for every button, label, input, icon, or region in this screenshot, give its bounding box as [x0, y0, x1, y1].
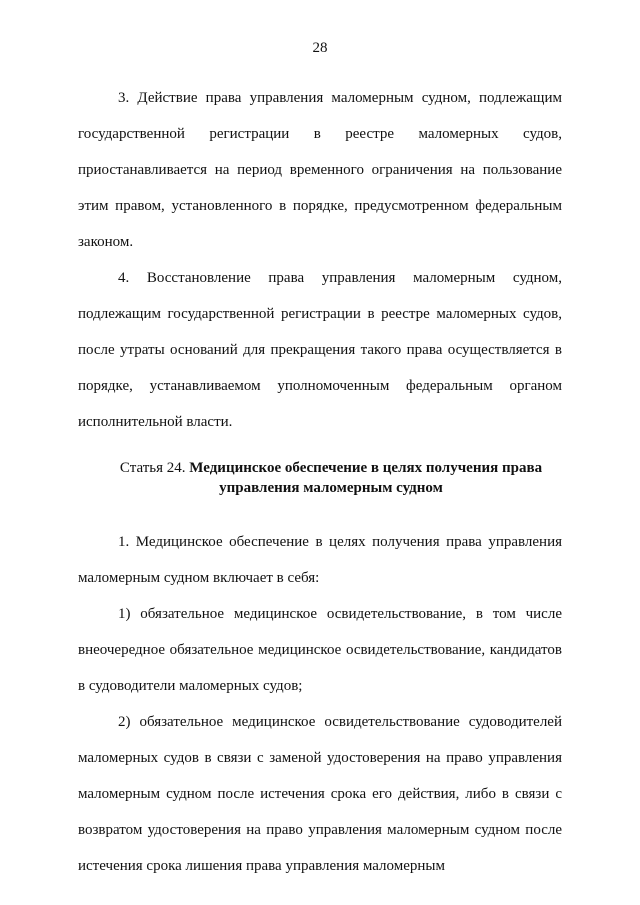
paragraph-3: 3. Действие права управления маломерным судном, подлежащим государственной регистрации в реестре маломерных судов, приостанавливается на период временного ограничения на пользование этим правом, установленного в порядке, предусмотренном федеральным законом.: [78, 90, 562, 250]
paragraph-4: 4. Восстановление права управления маломерным судном, подлежащим государственной регистрации в реестре маломерных судов, после утраты оснований для прекращения такого права осуществляется в порядке, устанавливаемом уполномоченным федеральным органом исполнительной власти.: [78, 270, 562, 430]
article-title-line2: управления маломерным судном: [219, 480, 443, 496]
article-prefix: Статья 24.: [119, 460, 186, 476]
article-title-line1: Медицинское обеспечение в целях получения права: [189, 460, 543, 476]
paragraph-24-1: 1. Медицинское обеспечение в целях получения права управления маломерным судном включает в себя:: [78, 534, 562, 586]
article-heading: [78, 458, 562, 498]
document-body: [78, 80, 562, 884]
paragraph-24-1-item-1: 1) обязательное медицинское освидетельствование, в том числе внеочередное обязательное медицинское освидетельствование, кандидатов в судоводители маломерных судов;: [78, 606, 562, 694]
page-number: 28: [312, 40, 328, 56]
paragraph-24-1-item-2: 2) обязательное медицинское освидетельствование судоводителей маломерных судов в связи с заменой удостоверения на право управления маломерным судном после истечения срока его действия, либо в связи с возвратом удостоверения на право управления маломерным судном после истечения срока лишения права управления маломерным: [78, 714, 562, 874]
